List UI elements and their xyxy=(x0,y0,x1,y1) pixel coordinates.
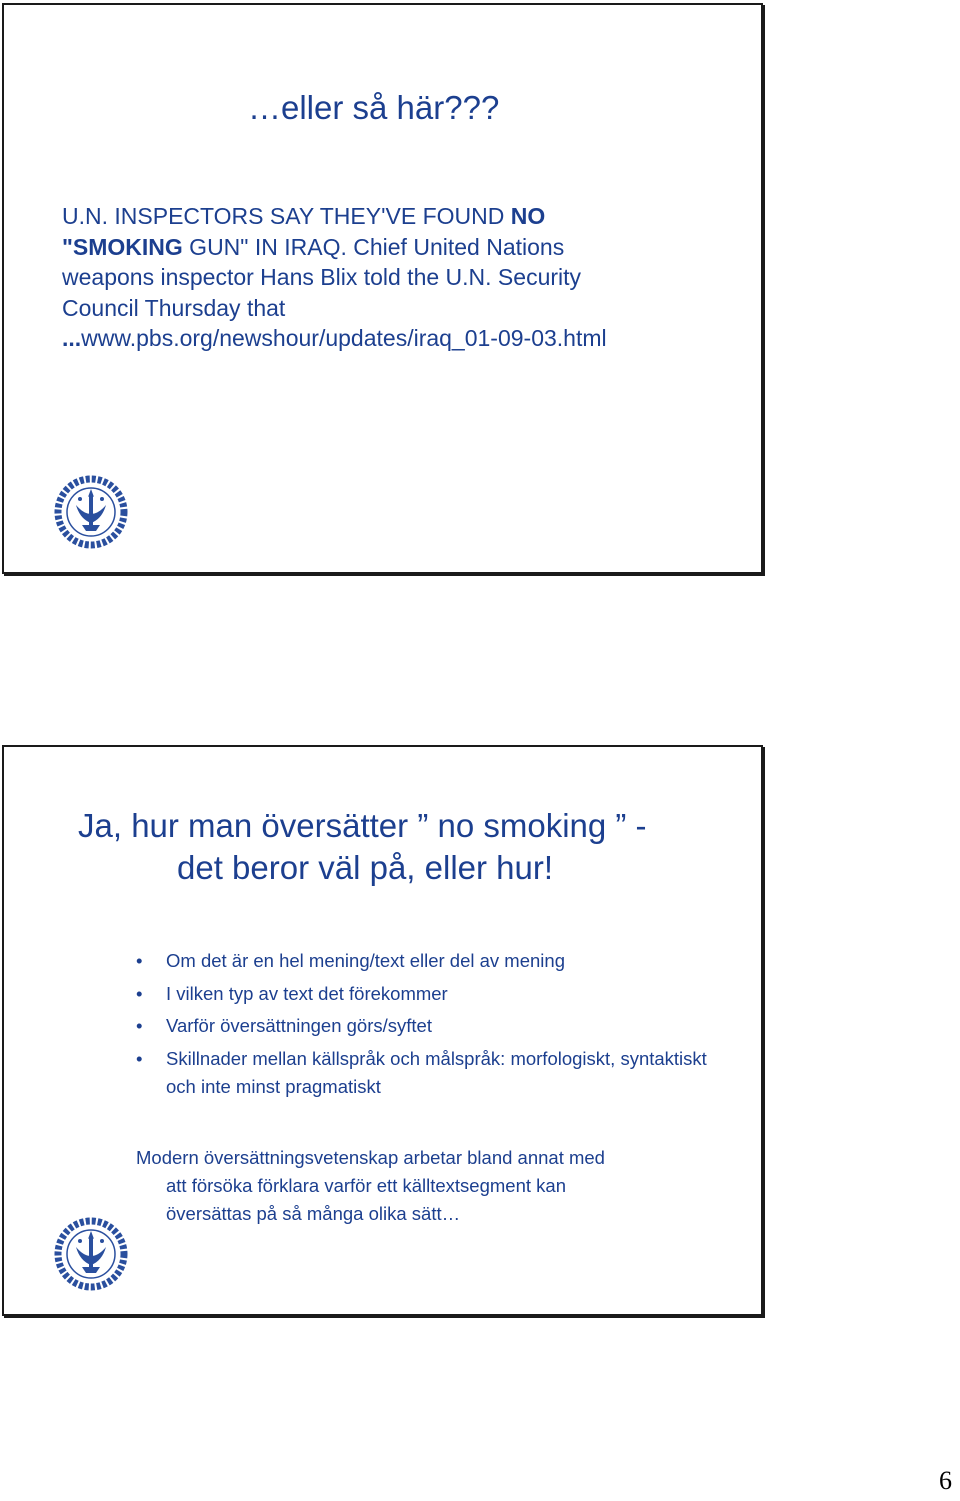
bullet-item xyxy=(136,947,736,975)
slide-2 xyxy=(2,745,763,1316)
slide-1-title: …eller så här??? xyxy=(248,89,500,126)
bullet-dot-icon: • xyxy=(136,982,143,1004)
para-line-3: översättas på så många olika sätt… xyxy=(166,1203,461,1224)
bullet-text: Om det är en hel mening/text eller del av mening xyxy=(166,950,565,971)
body-line-1-text: U.N. INSPECTORS SAY THEY'VE FOUND xyxy=(62,203,511,229)
body-line-2 xyxy=(62,232,702,263)
source-url: www.pbs.org/newshour/updates/iraq_01-09-03.html xyxy=(81,325,607,351)
body-line-4: Council Thursday that xyxy=(62,294,286,321)
bullet-text: Varför översättningen görs/syftet xyxy=(166,1015,432,1036)
bullet-text: I vilken typ av text det förekommer xyxy=(166,982,448,1004)
university-logo-icon xyxy=(54,475,128,549)
body-line-1 xyxy=(62,201,702,232)
university-logo-icon xyxy=(54,1217,128,1291)
summary-paragraph xyxy=(136,1144,736,1228)
bullet-item xyxy=(136,980,736,1008)
body-line-1-bold: NO xyxy=(510,203,546,229)
body-line-5-bold: ... xyxy=(62,325,82,351)
slide-2-title-line-1: Ja, hur man översätter ” no smoking ” - xyxy=(78,807,647,844)
bullet-item xyxy=(136,1012,736,1040)
body-line-3: weapons inspector Hans Blix told the U.N. Security xyxy=(62,264,582,290)
bullet-dot-icon: • xyxy=(136,1015,143,1036)
page-number: 6 xyxy=(939,1466,952,1495)
body-line-2-bold: "SMOKING xyxy=(62,233,183,260)
bullet-list xyxy=(136,947,736,1105)
body-line-5 xyxy=(62,323,702,354)
slide-1-body xyxy=(62,201,702,354)
slide-2-title-line-2: det beror väl på, eller hur! xyxy=(177,849,554,886)
para-line-1: Modern översättningsvetenskap arbetar bland annat med xyxy=(136,1147,605,1168)
slide-2-title xyxy=(78,805,647,889)
bullet-item xyxy=(136,1045,736,1101)
slide-1 xyxy=(2,3,763,574)
bullet-text: Skillnader mellan källspråk och målspråk: morfologiskt, syntaktiskt och inte minst pragmatiskt xyxy=(166,1047,707,1097)
body-line-2-text: GUN" IN IRAQ. Chief United Nations xyxy=(182,233,565,260)
bullet-dot-icon: • xyxy=(136,950,143,971)
bullet-dot-icon: • xyxy=(136,1047,143,1069)
para-line-2: att försöka förklara varför ett källtextsegment kan xyxy=(166,1175,566,1196)
